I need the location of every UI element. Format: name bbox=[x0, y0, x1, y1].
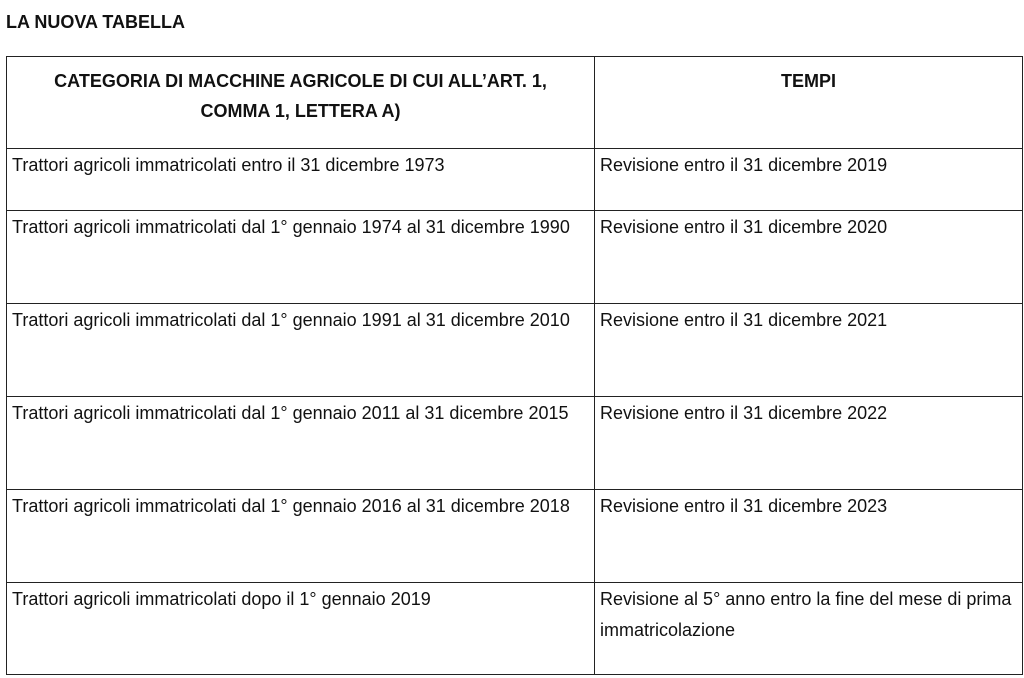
column-header-category-text: CATEGORIA DI MACCHINE AGRICOLE DI CUI ALL’ART. 1, COMMA 1, LETTERA A) bbox=[54, 71, 547, 121]
table-row bbox=[7, 149, 1023, 211]
time-text: Revisione entro il 31 dicembre 2021 bbox=[600, 310, 888, 330]
table-row bbox=[7, 211, 1023, 304]
category-text: Trattori agricoli immatricolati dal 1° gennaio 2016 al 31 dicembre 2018 bbox=[12, 496, 570, 516]
revision-schedule-table bbox=[6, 56, 1023, 675]
time-text: Revisione al 5° anno entro la fine del mese di prima immatricolazione bbox=[600, 589, 1012, 640]
category-text: Trattori agricoli immatricolati dopo il 1° gennaio 2019 bbox=[12, 589, 431, 609]
table-row bbox=[7, 304, 1023, 397]
table-row bbox=[7, 583, 1023, 675]
category-cell bbox=[7, 583, 595, 675]
column-header-times-text: TEMPI bbox=[780, 71, 836, 91]
table-row bbox=[7, 397, 1023, 490]
category-cell bbox=[7, 397, 595, 490]
time-cell bbox=[595, 304, 1023, 397]
category-cell bbox=[7, 304, 595, 397]
time-cell bbox=[595, 397, 1023, 490]
category-cell bbox=[7, 211, 595, 304]
document-title: LA NUOVA TABELLA bbox=[6, 12, 185, 32]
time-text: Revisione entro il 31 dicembre 2020 bbox=[600, 217, 888, 237]
time-text: Revisione entro il 31 dicembre 2022 bbox=[600, 403, 888, 423]
time-text: Revisione entro il 31 dicembre 2019 bbox=[600, 155, 888, 175]
time-text: Revisione entro il 31 dicembre 2023 bbox=[600, 496, 888, 516]
table-header-row bbox=[7, 57, 1023, 149]
column-header-times bbox=[595, 57, 1023, 149]
table-row bbox=[7, 490, 1023, 583]
time-cell bbox=[595, 490, 1023, 583]
time-cell bbox=[595, 149, 1023, 211]
category-text: Trattori agricoli immatricolati dal 1° gennaio 1974 al 31 dicembre 1990 bbox=[12, 217, 570, 237]
category-text: Trattori agricoli immatricolati entro il 31 dicembre 1973 bbox=[12, 155, 445, 175]
category-text: Trattori agricoli immatricolati dal 1° gennaio 1991 al 31 dicembre 2010 bbox=[12, 310, 570, 330]
category-cell bbox=[7, 490, 595, 583]
category-text: Trattori agricoli immatricolati dal 1° gennaio 2011 al 31 dicembre 2015 bbox=[12, 403, 569, 423]
column-header-category bbox=[7, 57, 595, 149]
time-cell bbox=[595, 211, 1023, 304]
time-cell bbox=[595, 583, 1023, 675]
category-cell bbox=[7, 149, 595, 211]
